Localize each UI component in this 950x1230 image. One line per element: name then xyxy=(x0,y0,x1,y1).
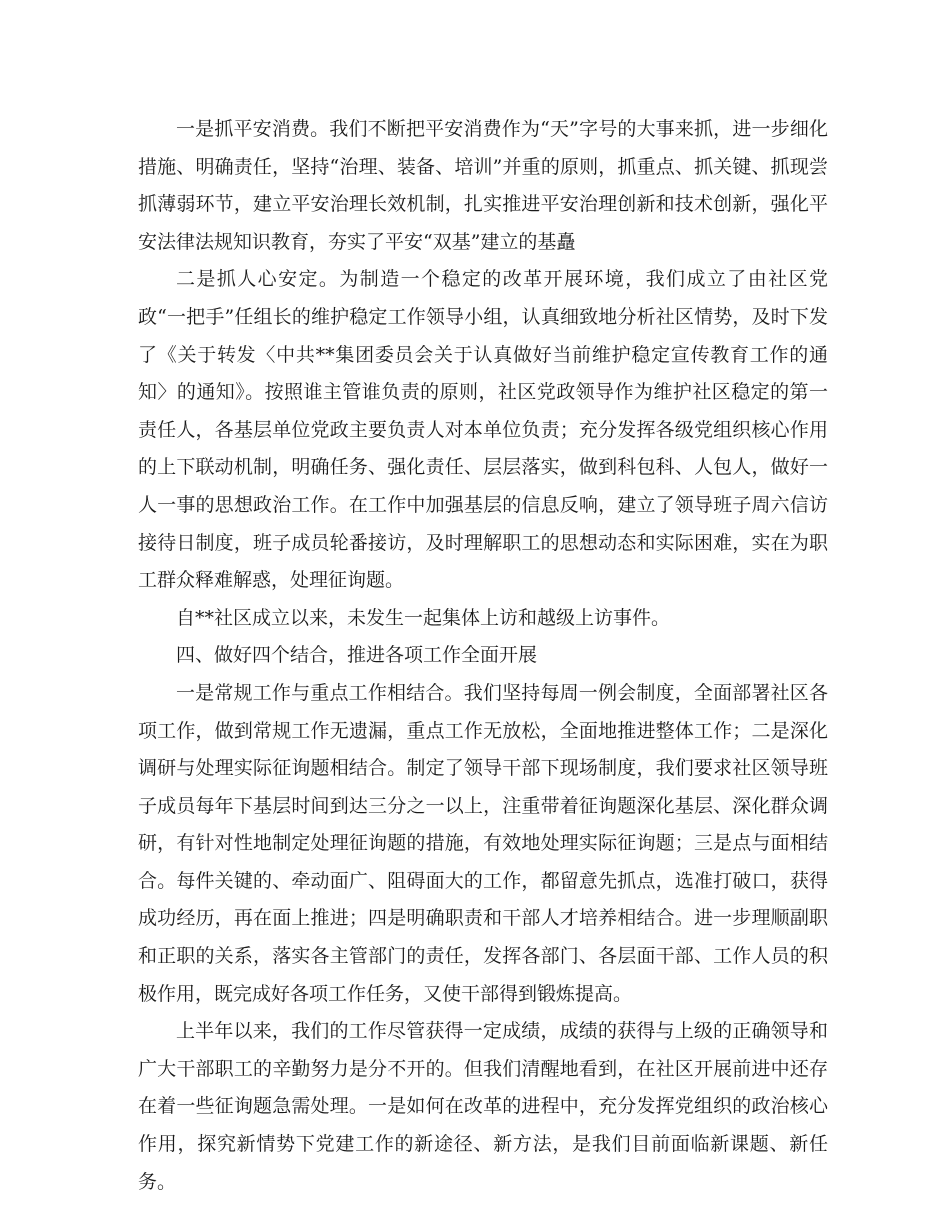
section-heading-four-combinations: 四、做好四个结合，推进各项工作全面开展 xyxy=(176,644,538,667)
paragraph-no-petition-events: 自**社区成立以来，未发生一起集体上访和越级上访事件。 xyxy=(176,606,671,629)
paragraph-stability: 二是抓人心安定。为制造一个稳定的改革开展环境，我们成立了由社区党政“一把手”任组长的维护稳定工作领导小组，认真细致地分析社区情势，及时下发了《关于转发〈中共**集团委员会关于认真做好当前维护稳定宣传教育工作的通知〉的通知》。按照谁主管谁负责的原则，社区党政领导作为维护社区稳定的第一责任人，各基层单位党政主要负责人对本单位负责；充分发挥各级党组织核心作用的上下联动机制，明确任务、强化责任、层层落实，做到科包科、人包人，做好一人一事的思想政治工作。在工作中加强基层的信息反响，建立了领导班子周六信访接待日制度，班子成员轮番接访，及时理解职工的思想动态和实际困难，实在为职工群众释难解惑，处理征询题。 xyxy=(138,268,828,592)
document-body xyxy=(138,111,828,1201)
paragraph-first-half-summary: 上半年以来，我们的工作尽管获得一定成绩，成绩的获得与上级的正确领导和广大干部职工的辛勤努力是分不开的。但我们清醒地看到，在社区开展前进中还存在着一些征询题急需处理。一是如何在改革的进程中，充分发挥党组织的政治核心作用，探究新情势下党建工作的新途径、新方法，是我们目前面临新课题、新任务。 xyxy=(138,1020,828,1193)
paragraph-safety-production: 一是抓平安消费。我们不断把平安消费作为“天”字号的大事来抓，进一步细化措施、明确责任，坚持“治理、装备、培训”并重的原则，抓重点、抓关键、抓现尝抓薄弱环节，建立平安治理长效机制，扎实推进平安治理创新和技术创新，强化平安法律法规知识教育，夯实了平安“双基”建立的基矗 xyxy=(138,118,828,253)
paragraph-combinations: 一是常规工作与重点工作相结合。我们坚持每周一例会制度，全面部署社区各项工作，做到常规工作无遗漏，重点工作无放松，全面地推进整体工作；二是深化调研与处理实际征询题相结合。制定了领导干部下现场制度，我们要求社区领导班子成员每年下基层时间到达三分之一以上，注重带着征询题深化基层、深化群众调研，有针对性地制定处理征询题的措施，有效地处理实际征询题；三是点与面相结合。每件关键的、牵动面广、阻碍面大的工作，都留意先抓点，选准打破口，获得成功经历，再在面上推进；四是明确职责和干部人才培养相结合。进一步理顺副职和正职的关系，落实各主管部门的责任，发挥各部门、各层面干部、工作人员的积极作用，既完成好各项工作任务，又使干部得到锻炼提高。 xyxy=(138,681,828,1005)
